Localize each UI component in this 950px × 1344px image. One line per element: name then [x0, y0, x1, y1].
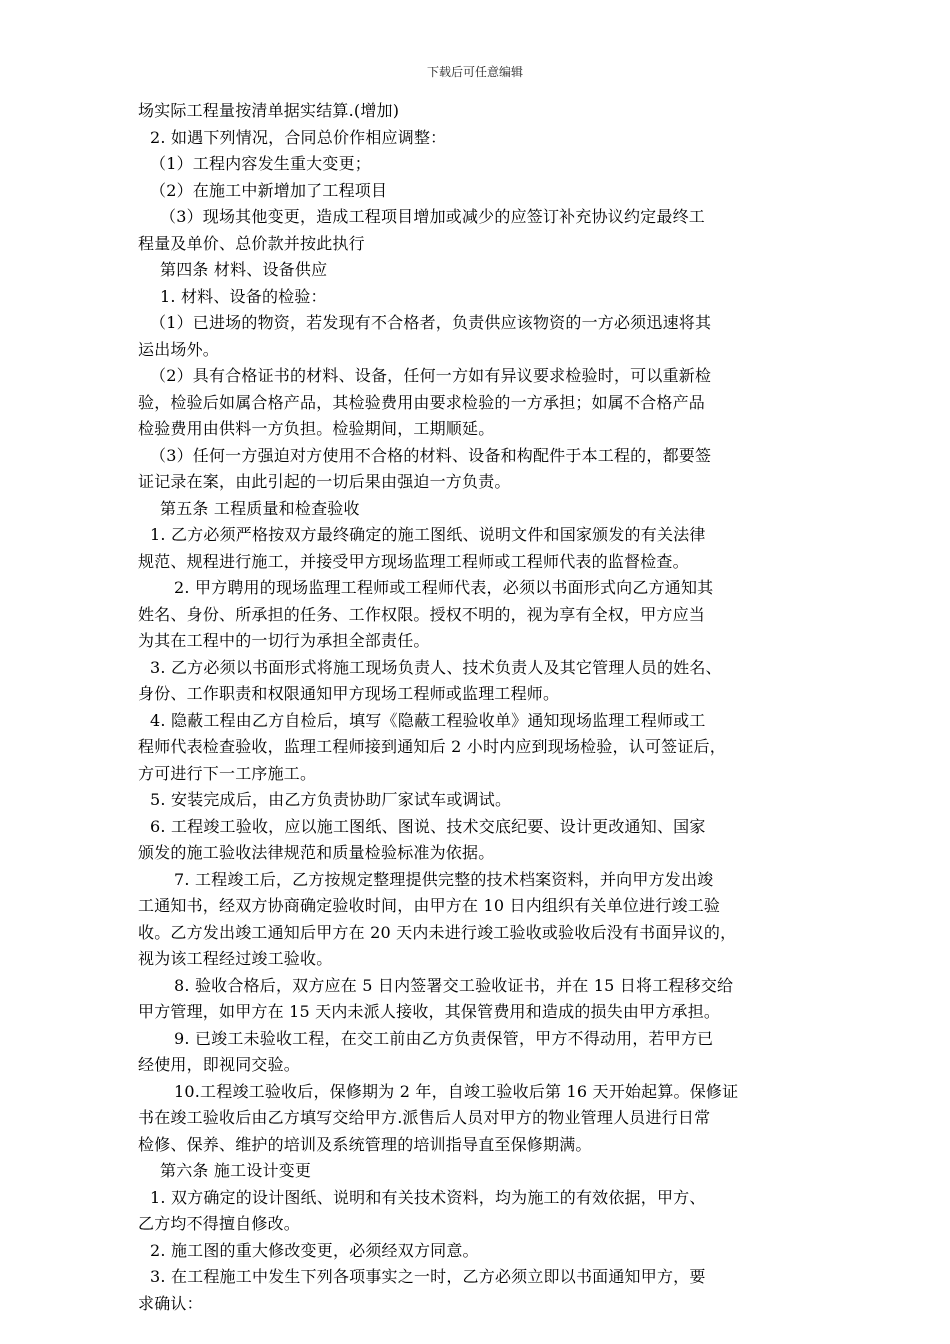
- text-line: 验，检验后如属合格产品，其检验费用由要求检验的一方承担；如属不合格产品: [138, 392, 706, 412]
- text-line: 工通知书，经双方协商确定验收时间，由甲方在 10 日内组织有关单位进行竣工验: [138, 896, 721, 915]
- text-line: 10.工程竣工验收后，保修期为 2 年，自竣工验收后第 16 天开始起算。保修证: [174, 1081, 739, 1101]
- text-line: 规范、规程进行施工，并接受甲方现场监理工程师或工程师代表的监督检查。: [138, 551, 689, 571]
- text-line: （1）工程内容发生重大变更；: [150, 154, 371, 173]
- text-line: （3）任何一方强迫对方使用不合格的材料、设备和构配件于本工程的，都要签: [150, 445, 712, 465]
- text-line: 书在竣工验收后由乙方填写交给甲方.派售后人员对甲方的物业管理人员进行日常: [138, 1108, 711, 1127]
- text-line: 证记录在案，由此引起的一切后果由强迫一方负责。: [138, 472, 511, 491]
- text-line: 程量及单价、总价款并按此执行: [138, 233, 365, 253]
- text-line: （2）具有合格证书的材料、设备，任何一方如有异议要求检验时，可以重新检: [150, 366, 712, 385]
- text-line: 第五条 工程质量和检查验收: [160, 498, 360, 518]
- text-line: 视为该工程经过竣工验收。: [138, 949, 333, 968]
- text-line: 3. 乙方必须以书面形式将施工现场负责人、技术负责人及其它管理人员的姓名、: [150, 657, 722, 677]
- text-line: 3. 在工程施工中发生下列各项事实之一时，乙方必须立即以书面通知甲方，要: [150, 1267, 706, 1286]
- text-line: 2. 甲方聘用的现场监理工程师或工程师代表，必须以书面形式向乙方通知其: [174, 578, 714, 597]
- text-line: 运出场外。: [138, 339, 220, 359]
- text-line: （3）现场其他变更，造成工程项目增加或减少的应签订补充协议约定最终工: [160, 207, 705, 226]
- text-line: 检验费用由供料一方负担。检验期间，工期顺延。: [138, 419, 495, 438]
- text-line: 程师代表检查验收，监理工程师接到通知后 2 小时内应到现场检验，认可签证后，: [138, 737, 726, 756]
- text-line: 1. 乙方必须严格按双方最终确定的施工图纸、说明文件和国家颁发的有关法律: [150, 525, 706, 544]
- text-line: 身份、工作职责和权限通知甲方现场工程师或监理工程师。: [138, 684, 560, 703]
- text-line: 1. 双方确定的设计图纸、说明和有关技术资料，均为施工的有效依据，甲方、: [150, 1187, 706, 1207]
- text-line: 收。乙方发出竣工通知后甲方在 20 天内未进行竣工验收或验收后没有书面异议的，: [138, 922, 737, 942]
- text-line: 2. 施工图的重大修改变更，必须经双方同意。: [150, 1240, 479, 1260]
- text-line: 2. 如遇下列情况，合同总价作相应调整：: [150, 127, 447, 147]
- text-line: 甲方管理，如甲方在 15 天内未派人接收，其保管费用和造成的损失由甲方承担。: [138, 1002, 721, 1021]
- text-line: 为其在工程中的一切行为承担全部责任。: [138, 631, 430, 650]
- text-line: 6. 工程竣工验收，应以施工图纸、图说、技术交底纪要、设计更改通知、国家: [150, 816, 706, 836]
- text-line: 4. 隐蔽工程由乙方自检后，填写《隐蔽工程验收单》通知现场监理工程师或工: [150, 710, 706, 730]
- text-line: 场实际工程量按清单据实结算.(增加): [138, 101, 400, 120]
- text-line: 颁发的施工验收法律规范和质量检验标准为依据。: [138, 843, 495, 862]
- text-line: （2）在施工中新增加了工程项目: [150, 180, 388, 200]
- text-line: （1）已进场的物资，若发现有不合格者，负责供应该物资的一方必须迅速将其: [150, 313, 712, 332]
- text-line: 5. 安装完成后，由乙方负责协助厂家试车或调试。: [150, 790, 512, 809]
- text-line: 乙方均不得擅自修改。: [138, 1214, 301, 1233]
- text-line: 第四条 材料、设备供应: [160, 260, 328, 279]
- text-line: 检修、保养、维护的培训及系统管理的培训指导直至保修期满。: [138, 1134, 592, 1154]
- text-line: 7. 工程竣工后，乙方按规定整理提供完整的技术档案资料，并向甲方发出竣: [174, 869, 714, 889]
- page-header: 下载后可任意编辑: [426, 65, 523, 79]
- text-line: 第六条 施工设计变更: [160, 1161, 312, 1180]
- text-line: 8. 验收合格后，双方应在 5 日内签署交工验收证书，并在 15 日将工程移交给: [174, 975, 734, 995]
- text-line: 方可进行下一工序施工。: [138, 763, 317, 783]
- text-line: 姓名、身份、所承担的任务、工作权限。授权不明的，视为享有全权，甲方应当: [138, 604, 706, 624]
- text-line: 经使用，即视同交验。: [138, 1055, 301, 1074]
- text-line: 求确认：: [138, 1293, 203, 1313]
- document-body: [138, 98, 818, 1317]
- text-line: 1. 材料、设备的检验：: [160, 286, 327, 306]
- text-line: 9. 已竣工未验收工程，在交工前由乙方负责保管，甲方不得动用，若甲方已: [174, 1028, 714, 1048]
